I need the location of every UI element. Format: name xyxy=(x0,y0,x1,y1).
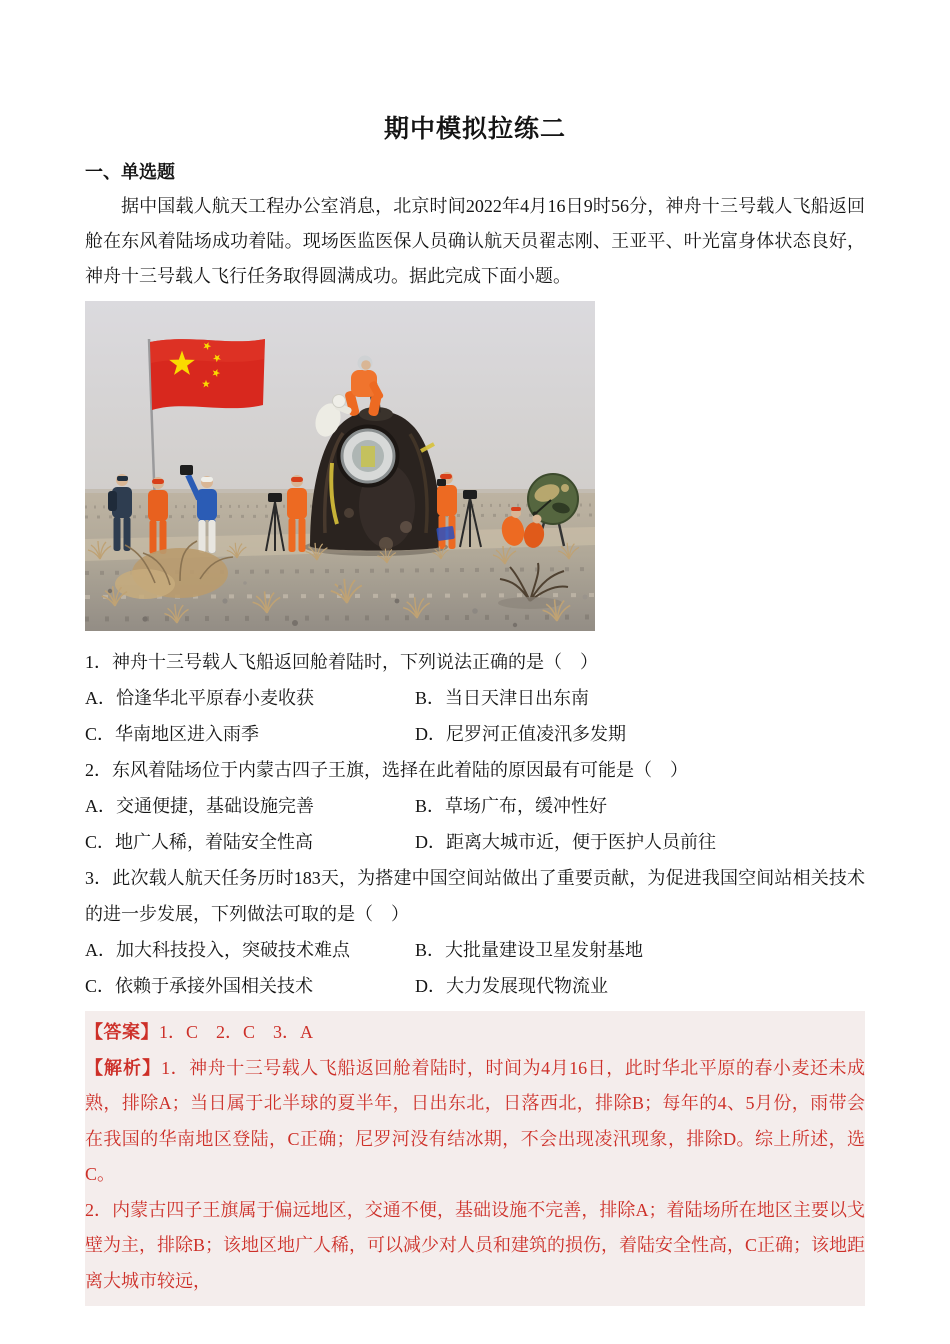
question-1 xyxy=(85,644,865,752)
camera-icon xyxy=(180,465,193,475)
option-d: D．距离大城市近，便于医护人员前往 xyxy=(415,832,716,852)
section-heading: 一、单选题 xyxy=(85,162,175,183)
option-c: C．华南地区进入雨季 xyxy=(85,724,260,744)
question-stem: 1．神舟十三号载人飞船返回舱着陆时，下列说法正确的是（ ） xyxy=(85,652,598,672)
analysis-paragraph-2: 2．内蒙古四子王旗属于偏远地区，交通不便，基础设施不完善，排除A；着陆场所在地区主要以戈壁为主，排除B；该地区地广人稀，可以减少对人员和建筑的损伤，着陆安全性高，C正确；该地距离大城市较远， xyxy=(85,1199,866,1291)
question-number: 3． xyxy=(85,868,113,888)
option-c: C．地广人稀，着陆安全性高 xyxy=(85,832,314,852)
answer-analysis-block xyxy=(85,1011,865,1306)
intro-paragraph: 据中国载人航天工程办公室消息，北京时间2022年4月16日9时56分，神舟十三号载人飞船返回舱在东风着陆场成功着陆。现场医监医保人员确认航天员翟志刚、王亚平、叶光富身体状态良好，神舟十三号载人飞行任务取得圆满成功。据此完成下面小题。 xyxy=(85,196,865,286)
answer-values: 1．C 2．C 3．A xyxy=(159,1022,314,1042)
question-list xyxy=(85,644,865,1004)
question-options xyxy=(85,788,865,860)
landing-site-photo-illustration xyxy=(85,301,595,631)
question-3 xyxy=(85,860,865,1004)
analysis-paragraph-1: 【解析】1．神舟十三号载人飞船返回舱着陆时，时间为4月16日，此时华北平原的春小麦还未成熟，排除A；当日属于北半球的夏半年，日出东北，日落西北，排除B；每年的4、5月份，雨带会在我国的华南地区登陆，C正确；尼罗河没有结冰期，不会出现凌汛现象，排除D。综上所述，选C。 xyxy=(85,1057,866,1184)
question-options xyxy=(85,680,865,752)
question-2 xyxy=(85,752,865,860)
option-c: C．依赖于承接外国相关技术 xyxy=(85,976,314,996)
option-b: B．大批量建设卫星发射基地 xyxy=(415,940,644,960)
question-number: 2． xyxy=(85,760,112,780)
answer-line xyxy=(85,1015,865,1051)
option-b: B．当日天津日出东南 xyxy=(415,688,590,708)
option-d: D．尼罗河正值凌汛多发期 xyxy=(415,724,626,744)
question-stem: 3．此次载人航天任务历时183天，为搭建中国空间站做出了重要贡献，为促进我国空间站相关技术的进一步发展，下列做法可取的是（ ） xyxy=(85,868,866,924)
option-d: D．大力发展现代物流业 xyxy=(415,976,608,996)
page-title: 期中模拟拉练二 xyxy=(383,114,566,143)
answer-label: 【答案】 xyxy=(85,1022,159,1043)
option-a: A．加大科技投入，突破技术难点 xyxy=(85,940,350,960)
option-a: A．交通便捷，基础设施完善 xyxy=(85,796,314,816)
camera-icon xyxy=(437,479,446,486)
landing-site-photo xyxy=(85,301,595,631)
analysis-label: 【解析】 xyxy=(85,1057,162,1079)
question-options xyxy=(85,932,865,1004)
question-number: 1． xyxy=(85,652,112,672)
blue-tarp xyxy=(436,526,455,541)
question-stem: 2．东风着陆场位于内蒙古四子王旗，选择在此着陆的原因最有可能是（ ） xyxy=(85,760,688,780)
option-b: B．草场广布，缓冲性好 xyxy=(415,796,608,816)
document-body xyxy=(85,159,865,1306)
option-a: A．恰逢华北平原春小麦收获 xyxy=(85,688,314,708)
